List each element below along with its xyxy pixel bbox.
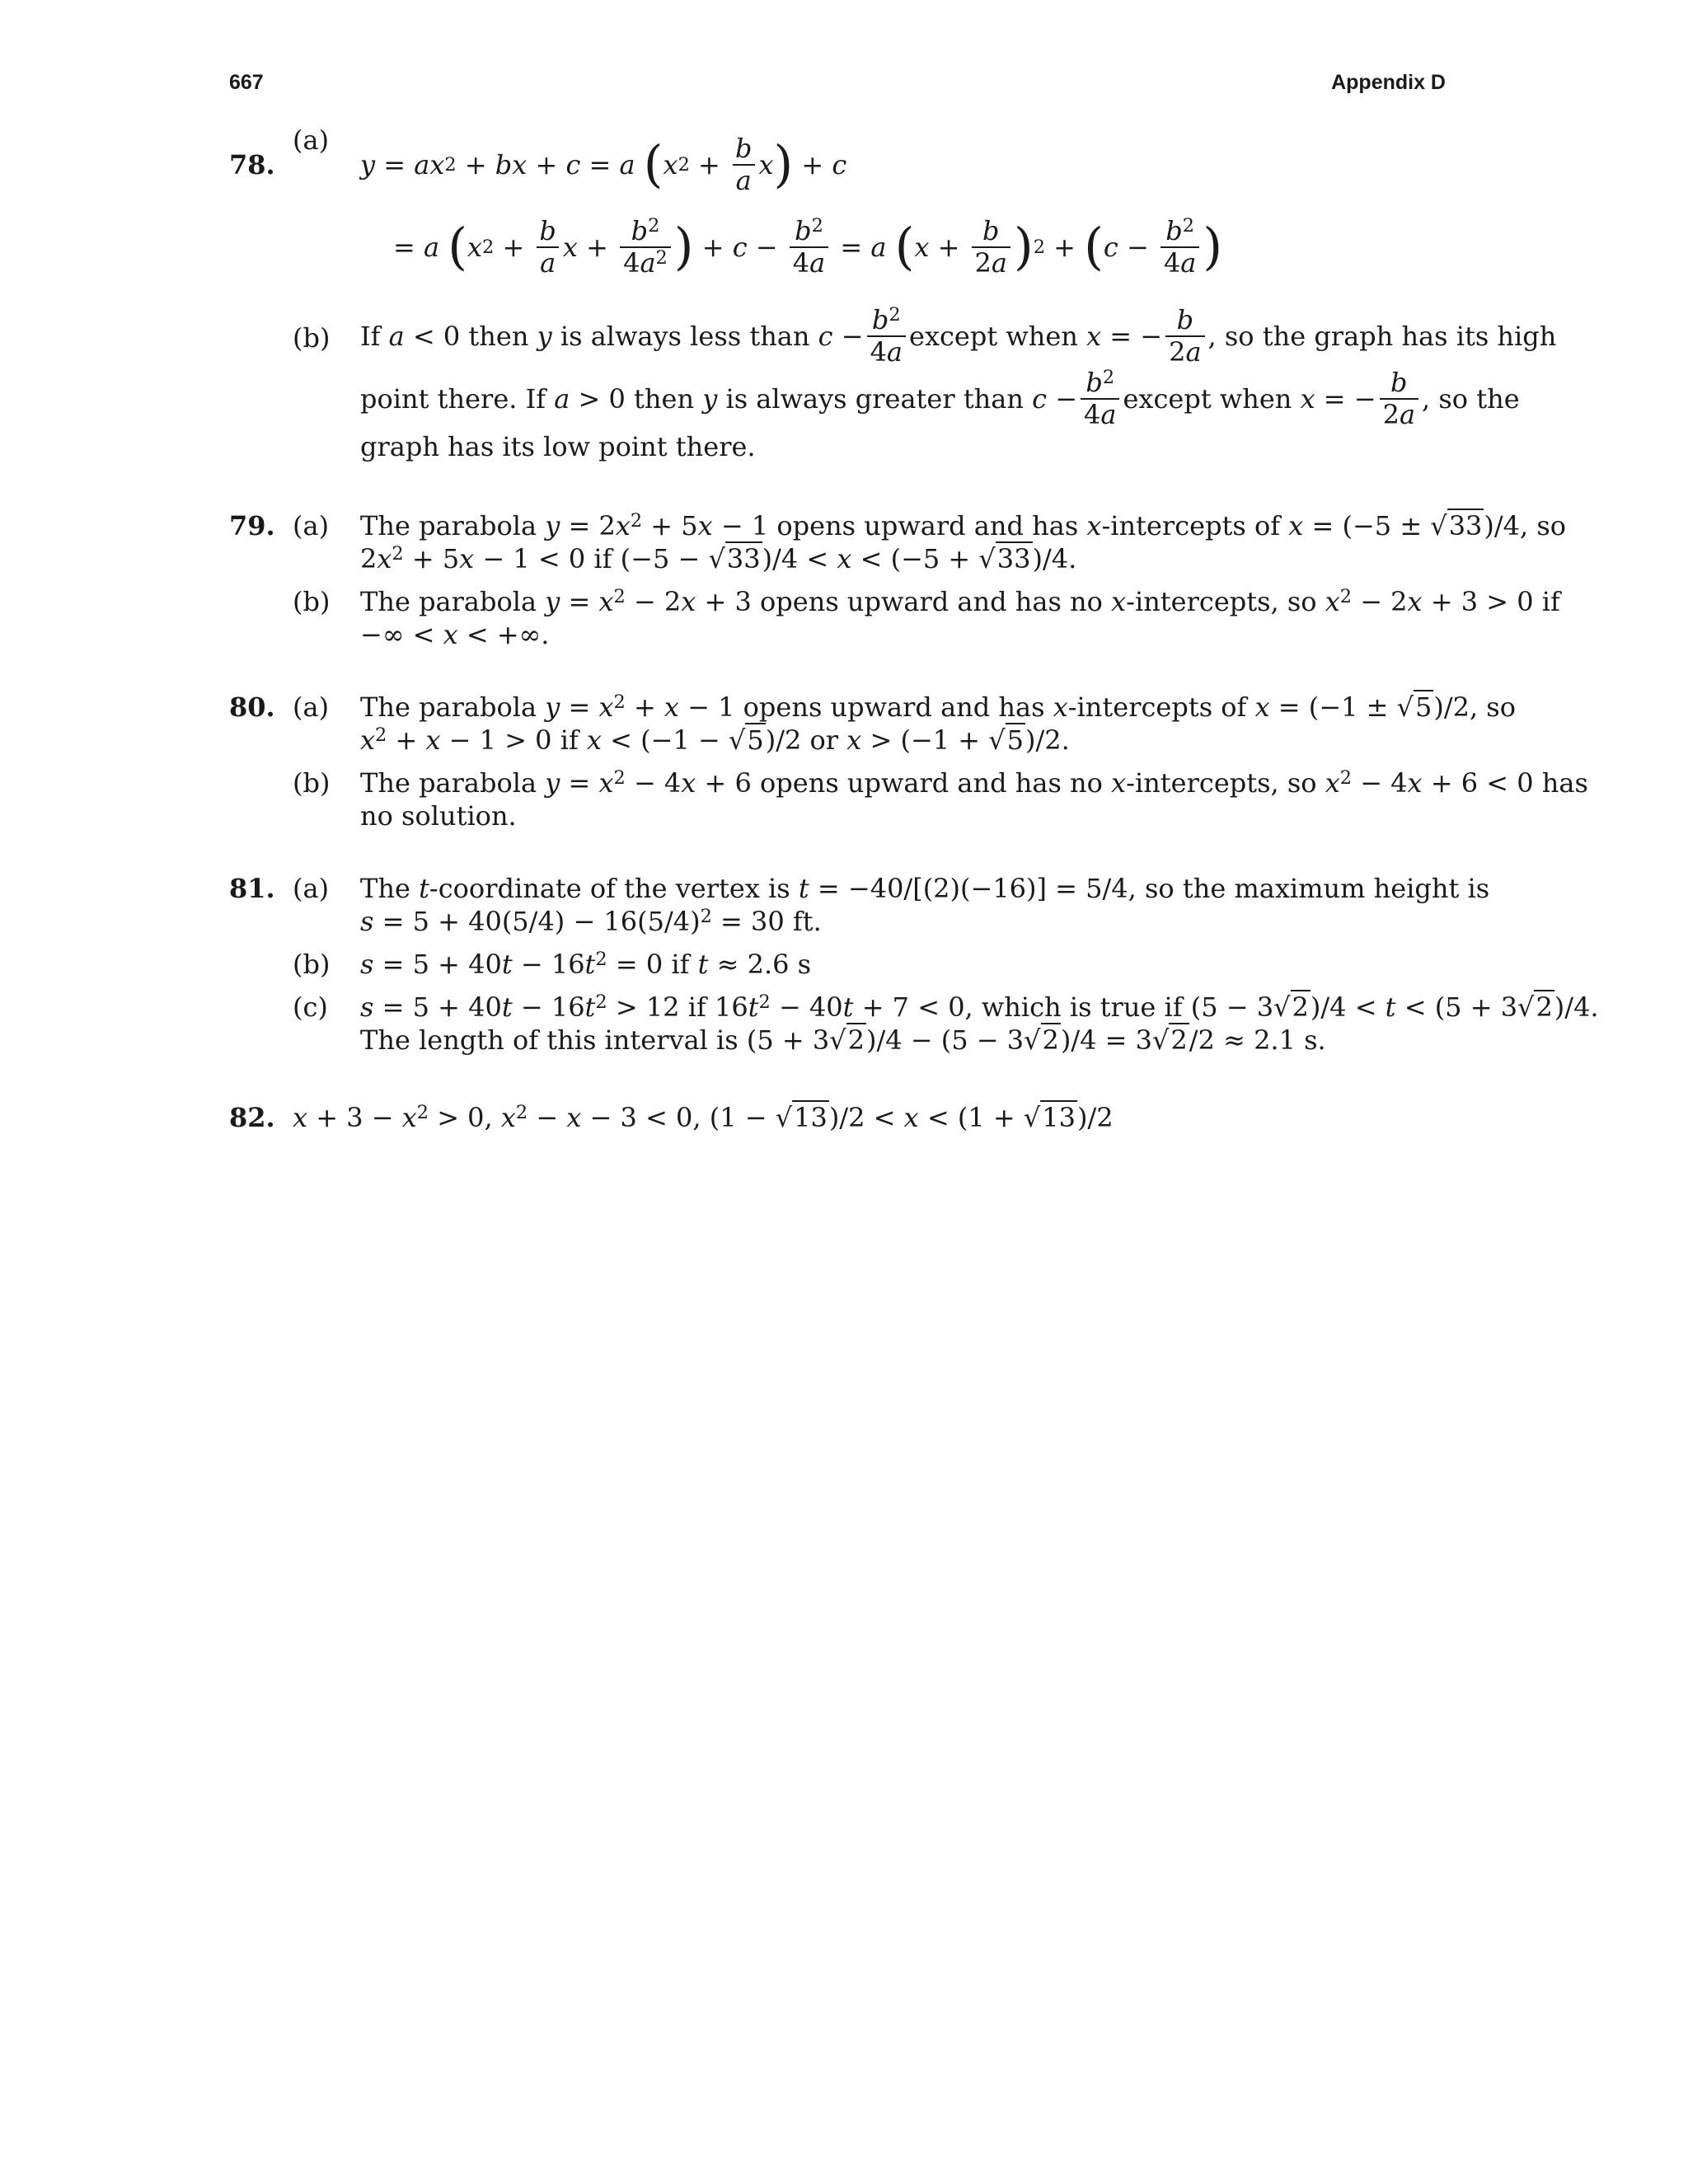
part-b [293,766,1588,832]
problem-number: 82. [229,1102,275,1133]
part-label: (a) [293,873,330,904]
part-a [293,691,1516,757]
part-label: (a) [293,124,330,156]
problem-79 [229,509,1567,651]
part-text: $s = 5 + 40t - 16t^2 > 12$ if $16t^2 - 40t + 7 < 0$, which is true if (5 − 3√2)/4 < t < (5 + 3√2)/4. The length of this interval is (5 + 3√2)/4 − (5 − 3√2)/4 = 3√2/2 ≈ 2.1 s. [360,991,1599,1056]
part-label: (b) [293,949,331,980]
part-text: The parabola $y = x^2 - 4x + 6$ opens upward and has no x-intercepts, so $x^2 - 4x + 6 < 0$ has no solution. [360,766,1588,832]
part-b [293,304,1557,463]
part-a [293,509,1567,575]
part-a [293,872,1490,938]
page-number: 667 [229,71,264,94]
part-text: $x + 3 - x^2 > 0$, $x^2 - x - 3 < 0$, (1 − √13)/2 < x < (1 + √13)/2 [293,1101,1114,1133]
part-b [293,585,1560,651]
part-c [293,991,1599,1057]
part-text: The parabola $y = x^2 + x - 1$ opens upward and has x-intercepts of x = (−1 ± √5)/2, so $x^2 + x - 1 > 0$ if x < (−1 − √5)/2 or x > (−1 + √5)/2. [360,691,1516,756]
part-b [293,948,1446,981]
part-a [293,124,1446,288]
part-text: The parabola $y = 2x^2 + 5x - 1$ opens upward and has x-intercepts of x = (−5 ± √33)/4, so $2x^2 + 5x - 1 < 0$ if (−5 − √33)/4 < x < (−5 + √33)/4. [360,509,1567,574]
problem-81 [229,872,1599,1057]
part-text: $s = 5 + 40t - 16t^2 = 0$ if t ≈ 2.6 s [360,948,812,980]
part-label: (b) [293,586,331,617]
part-label: (b) [293,767,331,799]
part-label: (a) [293,510,330,541]
problem-number: 78. [229,149,275,180]
header-title: Appendix D [1331,71,1446,94]
part-label: (a) [293,691,330,723]
problem-80 [229,691,1588,832]
problem-82 [229,1101,1446,1134]
part-text: If a < 0 then y is always less than c − $\frac{b^2}{4a}$ except when x = − $\frac{b}{2a}$ , so the graph has its high point there. If a > 0 then y is always greater than c − $\frac{b^2}{4a}$ except when x = − $\frac{b}{2a}$ , so the graph has its low point there. [360,304,1557,462]
part-label: (c) [293,991,328,1023]
problem-78 [229,124,1557,463]
part-text: y = ax 2 + bx + c = a ( x 2 + $\frac{b}{a}$ x ) + c = a ( x 2 + $\frac{b}{a}$ x + $\frac{b^2}{4a^2}$ ) + c − $\frac{b^2}{4a}$ = a ( x + $\frac{b}{2a}$ ) 2 + ( c − $\frac{b^2}{4a}$ ) [360,133,1223,279]
problem-number: 80. [229,691,275,723]
problem-number: 79. [229,510,275,541]
problem-number: 81. [229,873,275,904]
part-text: The parabola $y = x^2 - 2x + 3$ opens upward and has no x-intercepts, so $x^2 - 2x + 3 > 0$ if −∞ < x < +∞. [360,585,1560,650]
part-label: (b) [293,322,331,354]
part-text: The t-coordinate of the vertex is t = −40/[(2)(−16)] = 5/4, so the maximum height is $s = 5 + 40(5/4) - 16(5/4)^2 = 30$ ft. [360,873,1490,937]
